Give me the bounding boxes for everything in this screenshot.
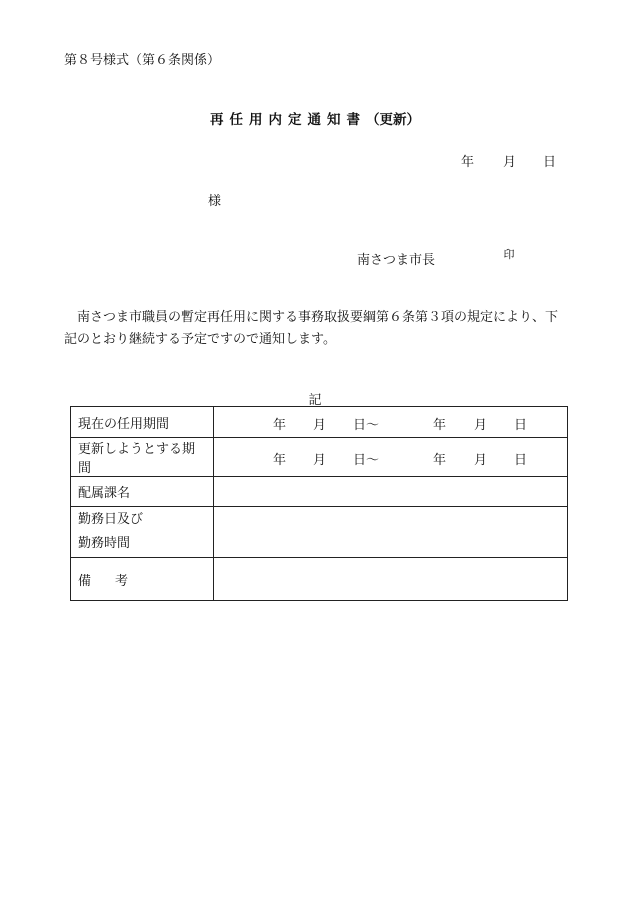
- current-period-label: 現在の任用期間: [71, 407, 214, 438]
- document-title-main: 再任用内定通知書: [210, 112, 366, 128]
- department-label: 配属課名: [71, 477, 214, 507]
- date-year-label: 年: [461, 155, 475, 170]
- work-schedule-label: 勤務日及び 勤務時間: [71, 507, 214, 558]
- department-value: [214, 477, 568, 507]
- remarks-label: 備 考: [71, 558, 214, 601]
- details-table: [70, 406, 568, 601]
- notice-body-text: 南さつま市職員の暫定再任用に関する事務取扱要綱第６条第３項の規定により、下記のとおり継続する予定ですので通知します。: [64, 310, 559, 347]
- date-day-label: 日: [543, 155, 557, 170]
- addressee-suffix: 様: [208, 194, 222, 209]
- issue-date: [461, 151, 556, 170]
- form-number: 第８号様式（第６条関係）: [64, 53, 221, 68]
- current-period-value: 年 月 日～ 年 月 日: [214, 407, 568, 438]
- table-row: [71, 558, 568, 601]
- table-row: [71, 477, 568, 507]
- ki-heading: 記: [308, 393, 322, 408]
- table-row: [71, 507, 568, 558]
- remarks-value: [214, 558, 568, 601]
- date-month-label: 月: [503, 155, 517, 170]
- document-title-suffix: （更新）: [366, 112, 420, 128]
- document-title: [0, 108, 630, 128]
- issuer-name: 南さつま市長: [357, 253, 436, 268]
- renewal-period-value: 年 月 日～ 年 月 日: [214, 438, 568, 477]
- seal-mark: 印: [503, 248, 515, 261]
- renewal-period-label: 更新しようとする期間: [71, 438, 214, 477]
- work-schedule-value: [214, 507, 568, 558]
- table-row: [71, 438, 568, 477]
- table-row: [71, 407, 568, 438]
